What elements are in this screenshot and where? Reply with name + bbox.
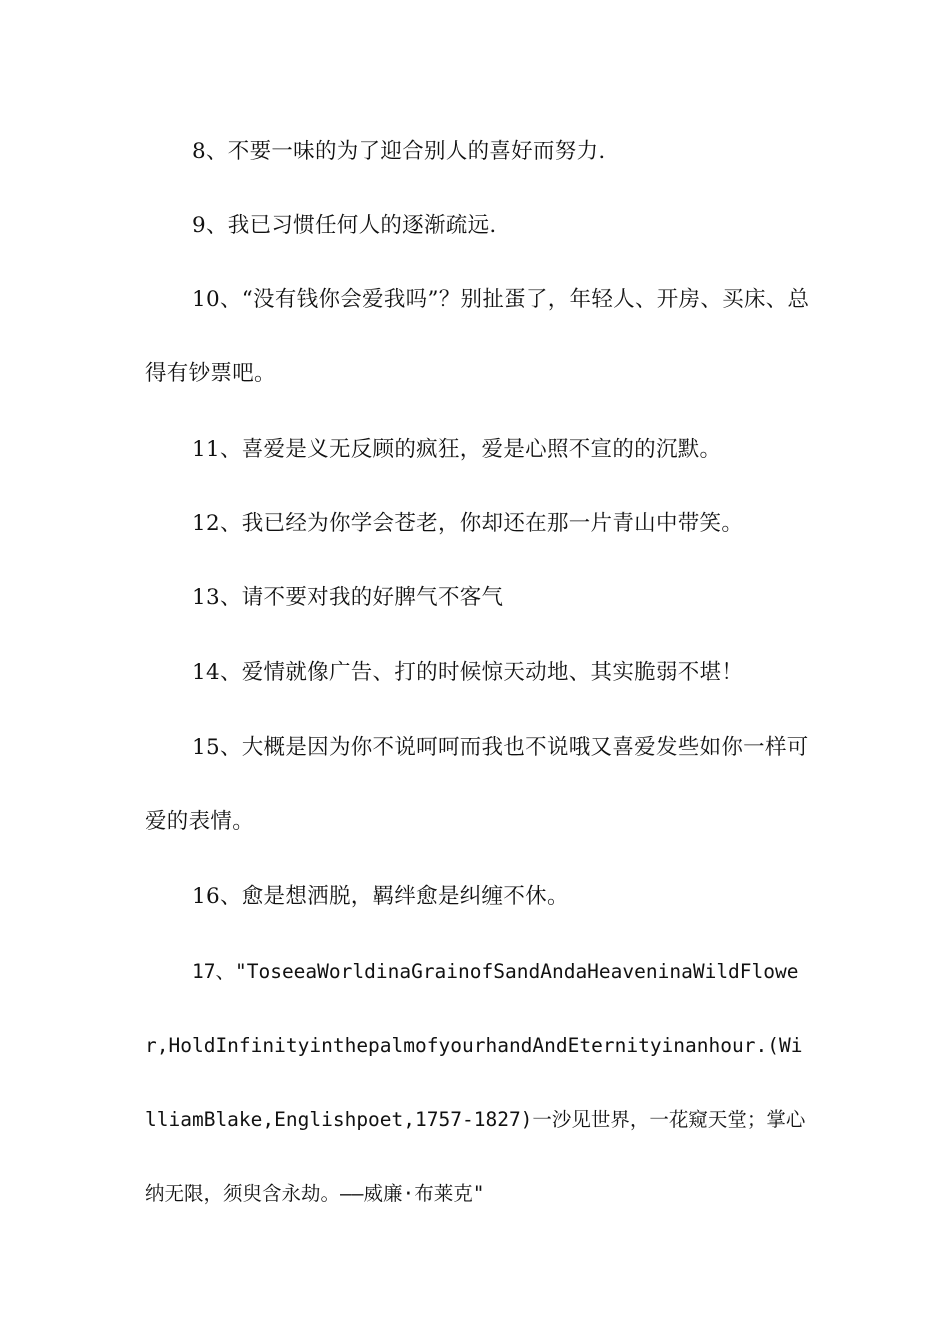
paragraph-8: 8、不要一味的为了迎合别人的喜好而努力. bbox=[192, 139, 606, 164]
paragraph-13: 13、请不要对我的好脾气不客气 bbox=[192, 585, 504, 610]
paragraph-9: 9、我已习惯任何人的逐渐疏远. bbox=[192, 213, 497, 238]
paragraph-12: 12、我已经为你学会苍老，你却还在那一片青山中带笑。 bbox=[192, 511, 744, 536]
paragraph-10: 10、“没有钱你会爱我吗”？别扯蛋了，年轻人、开房、买床、总得有钞票吧。 bbox=[145, 287, 810, 386]
paragraph-16: 16、愈是想洒脱，羁绊愈是纠缠不休。 bbox=[192, 884, 569, 909]
paragraph-17: 17、"ToseeaWorldinaGrainofSandAndaHeaveninaWildFlower,HoldInfinityinthepalmofyourhandAndEternityinanhour.(WilliamBlake,Englishpoet,1757-1827)一沙见世界，一花窥天堂；掌心纳无限，须臾含永劫。——威廉·布莱克" bbox=[145, 960, 806, 1205]
paragraph-14: 14、爱情就像广告、打的时候惊天动地、其实脆弱不堪！ bbox=[192, 660, 744, 685]
paragraph-15: 15、大概是因为你不说呵呵而我也不说哦又喜爱发些如你一样可爱的表情。 bbox=[145, 735, 809, 834]
paragraph-11: 11、喜爱是义无反顾的疯狂，爱是心照不宣的的沉默。 bbox=[192, 437, 722, 462]
